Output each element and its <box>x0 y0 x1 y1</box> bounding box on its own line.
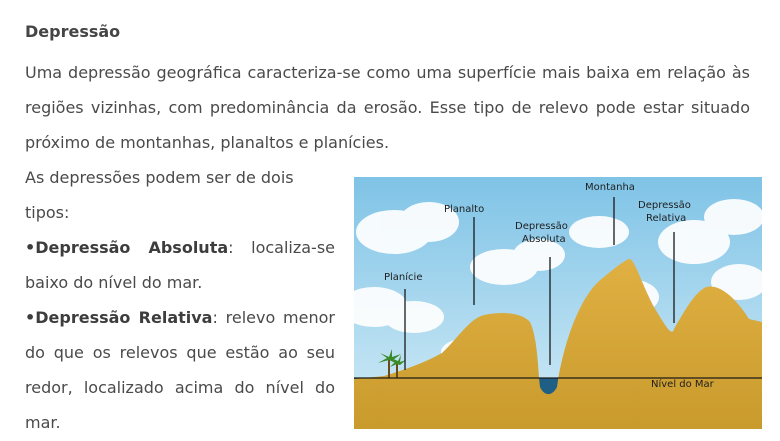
depression-types <box>25 160 335 440</box>
intro-text: Uma depressão geográfica caracteriza-se como uma superfície mais baixa em relação às regiões vizinhas, com predominância da erosão. Esse tipo de relevo pode estar situado próximo de montanhas, planaltos e planícies. <box>25 63 750 152</box>
label-depressao-relativa-line1: Depressão <box>638 200 691 211</box>
bullet: • <box>25 238 36 257</box>
type-item-relativa <box>25 300 335 440</box>
type-term-relativa: Depressão Relativa <box>35 308 213 327</box>
label-planicie: Planície <box>384 272 423 283</box>
relief-diagram <box>354 177 762 429</box>
type-term-absoluta: Depressão Absoluta <box>35 238 229 257</box>
label-depressao-absoluta-line1: Depressão <box>515 221 568 232</box>
intro-paragraph <box>25 55 750 160</box>
type-description-absoluta: : localiza-se baixo do nível do mar. <box>25 238 335 292</box>
palm-trunk <box>396 364 398 378</box>
label-depressao-relativa-line2: Relativa <box>646 213 687 224</box>
label-depressao-absoluta-line2: Absoluta <box>522 234 566 245</box>
types-lead: As depressões podem ser de dois tipos: <box>25 168 294 222</box>
section-title: Depressão <box>25 22 121 41</box>
label-planalto: Planalto <box>444 204 485 215</box>
palm-trunk <box>388 360 390 378</box>
cloud <box>384 301 444 333</box>
label-montanha: Montanha <box>585 182 635 193</box>
type-item-absoluta <box>25 230 335 300</box>
type-description-relativa: : relevo menor do que os relevos que estão ao seu redor, localizado acima do nível do mar. <box>25 308 335 432</box>
cloud <box>569 216 629 248</box>
label-nivel-do-mar: Nível do Mar <box>651 379 714 390</box>
relief-illustration <box>354 177 762 429</box>
cloud <box>704 199 762 235</box>
bullet: • <box>25 308 36 327</box>
